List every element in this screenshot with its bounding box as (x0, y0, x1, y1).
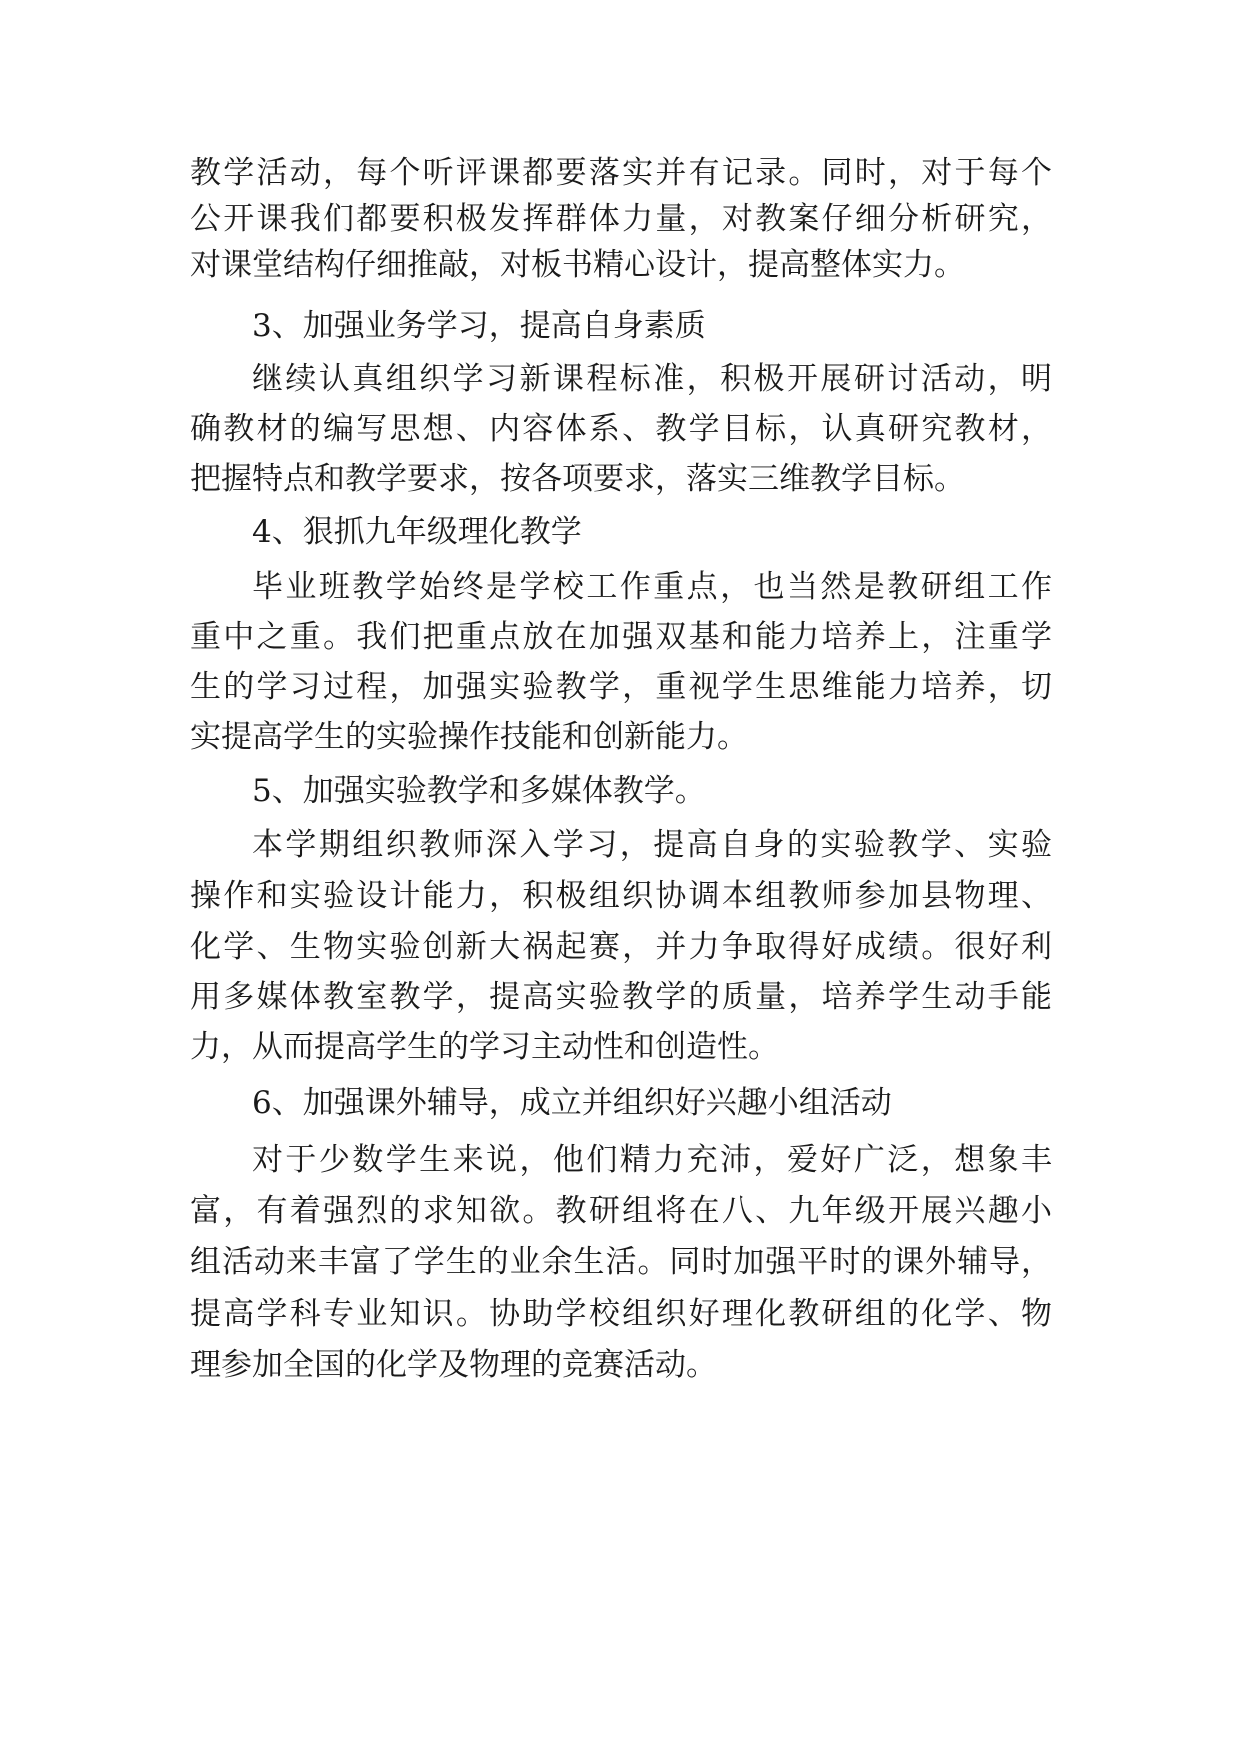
text-line: 富，有着强烈的求知欲。教研组将在八、九年级开展兴趣小 (190, 1193, 1052, 1229)
text-line: 理参加全国的化学及物理的竞赛活动。 (190, 1347, 717, 1383)
section-heading-5: 5、加强实验教学和多媒体教学。 (252, 773, 706, 809)
section-heading-6: 6、加强课外辅导，成立并组织好兴趣小组活动 (252, 1085, 892, 1121)
section-heading-4: 4、狠抓九年级理化教学 (252, 514, 582, 550)
text-line: 操作和实验设计能力，积极组织协调本组教师参加县物理、 (190, 878, 1052, 914)
text-line: 实提高学生的实验操作技能和创新能力。 (190, 719, 748, 755)
text-line: 把握特点和教学要求，按各项要求，落实三维教学目标。 (190, 461, 965, 497)
text-line: 组活动来丰富了学生的业余生活。同时加强平时的课外辅导， (190, 1244, 1052, 1280)
text-line: 确教材的编写思想、内容体系、教学目标，认真研究教材， (190, 411, 1052, 447)
text-line: 用多媒体教室教学，提高实验教学的质量，培养学生动手能 (190, 979, 1052, 1015)
section-heading-3: 3、加强业务学习，提高自身素质 (252, 308, 706, 344)
text-line: 毕业班教学始终是学校工作重点，也当然是教研组工作 (252, 569, 1052, 605)
text-line: 化学、生物实验创新大祸起赛，并力争取得好成绩。很好利 (190, 929, 1052, 965)
text-line: 力，从而提高学生的学习主动性和创造性。 (190, 1029, 779, 1065)
text-line: 继续认真组织学习新课程标准，积极开展研讨活动，明 (252, 361, 1052, 397)
text-line: 教学活动，每个听评课都要落实并有记录。同时，对于每个 (190, 155, 1052, 191)
text-line: 提高学科专业知识。协助学校组织好理化教研组的化学、物 (190, 1296, 1052, 1332)
text-line: 重中之重。我们把重点放在加强双基和能力培养上，注重学 (190, 619, 1052, 655)
text-line: 生的学习过程，加强实验教学，重视学生思维能力培养，切 (190, 669, 1052, 705)
text-line: 本学期组织教师深入学习，提高自身的实验教学、实验 (252, 827, 1052, 863)
text-line: 对于少数学生来说，他们精力充沛，爱好广泛，想象丰 (252, 1142, 1052, 1178)
text-line: 公开课我们都要积极发挥群体力量，对教案仔细分析研究， (190, 201, 1052, 237)
text-line: 对课堂结构仔细推敲，对板书精心设计，提高整体实力。 (190, 247, 965, 283)
